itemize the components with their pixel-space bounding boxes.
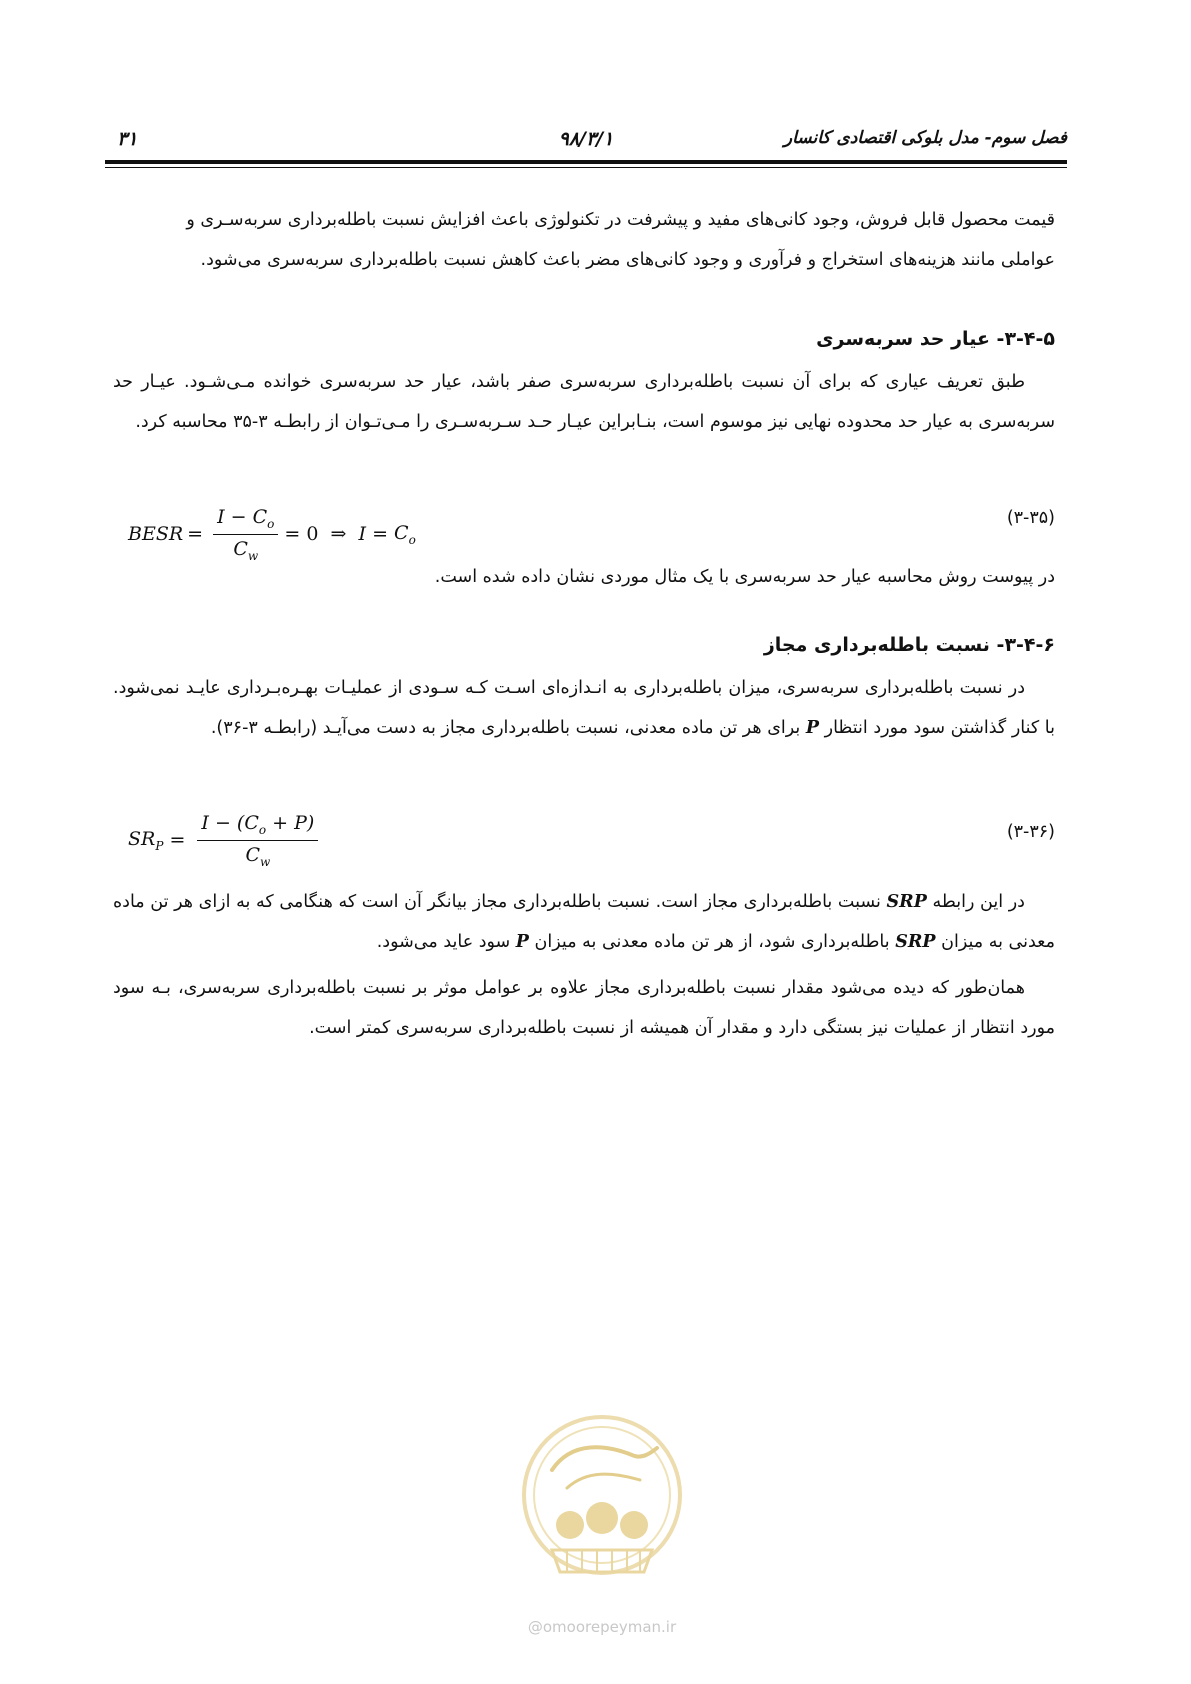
eq-result-c: $C_o$ (394, 521, 416, 547)
symbol-srp: SRP (886, 892, 927, 912)
equation-number-3-36: (۳-۳۶) (1006, 822, 1055, 842)
header-date: ۹۸/۳/۱ (558, 128, 614, 150)
equation-3-36: $SR_P$ = $\frac{I - (C_o + P)}{C_w}$ (128, 812, 324, 869)
equation-3-35: BESR = $\frac{I - C_o}{C_w}$ = 0 ⇒ I = $C_o$ (128, 506, 416, 563)
eq-denominator: $C_w$ (233, 537, 259, 563)
conclusion-paragraph: همان‌طور که دیده می‌شود مقدار نسبت باطله‌برداری مجاز علاوه بر عوامل موثر بر نسبت باطله‌برداری سربه‌سری، بـه سود مورد انتظار از عملیات نیز بستگی دارد و مقدار آن همیشه از نسبت باطله‌برداری سربه‌سری کمتر است. (113, 978, 1055, 1038)
section6-paragraph: در نسبت باطله‌برداری سربه‌سری، میزان باطله‌برداری به انـدازه‌ای اسـت کـه سـودی از عملیـات بهـره‌بـرداری عایـد نمی‌شود. با کنار گذاشتن سود مورد انتظار P برای هر تن ماده معدنی، نسبت باطله‌برداری مجاز به دست می‌آیـد (رابطـه ۳-۳۶). (113, 678, 1055, 738)
intro-line-2: عواملی مانند هزینه‌های استخراج و فرآوری و وجود کانی‌های مضر باعث کاهش نسبت باطله‌برداری سربه‌سری می‌شود. (200, 250, 1055, 270)
eq-srp: $SR_P$ (128, 827, 164, 853)
page-number: ۳۱ (117, 128, 138, 150)
symbol-srp-2: SRP (895, 932, 936, 952)
chapter-title: فصل سوم- مدل بلوکی اقتصادی کانسار (783, 128, 1067, 148)
eq2-numerator: $I - (C_o + P)$ (197, 812, 318, 841)
website-watermark (512, 1618, 692, 1636)
eq2-fraction (197, 812, 318, 869)
eq2-denominator: $C_w$ (245, 843, 271, 869)
at-icon: @ (527, 1618, 543, 1636)
appendix-note: در پیوست روش محاسبه عیار حد سربه‌سری با یک مثال موردی نشان داده شده است. (434, 567, 1055, 587)
eq-implies: = 0 ⇒ (284, 523, 359, 546)
eq-besr: BESR (128, 523, 184, 546)
intro-line-1: قیمت محصول قابل فروش، وجود کانی‌های مفید و پیشرفت در تکنولوژی باعث افزایش نسبت باطله‌برداری سربه‌سـری و (186, 210, 1055, 230)
intro-paragraph (113, 200, 1055, 280)
definition-paragraph: در این رابطه SRP نسبت باطله‌برداری مجاز است. نسبت باطله‌برداری مجاز بیانگر آن است که هنگامی که به ازای هر تن ماده معدنی به میزان SRP باطله‌برداری شود، از هر تن ماده معدنی به میزان P سود عاید می‌شود. (113, 892, 1055, 952)
symbol-p: P (805, 718, 820, 738)
section-heading-3-4-5: ۳-۴-۵- عیار حد سربه‌سری (816, 328, 1055, 350)
header-rule-thin (105, 167, 1067, 168)
seal-watermark-icon (512, 1400, 692, 1600)
eq-result-i: I (358, 523, 367, 546)
symbol-p-2: P (515, 932, 529, 952)
section-heading-3-4-6: ۳-۴-۶- نسبت باطله‌برداری مجاز (763, 634, 1055, 656)
eq-fraction (213, 506, 278, 563)
page-header (105, 128, 1067, 156)
website-text: omoorepeyman.ir (542, 1618, 677, 1636)
equation-number-3-35: (۳-۳۵) (1006, 508, 1055, 528)
header-rule-thick (105, 160, 1067, 164)
section5-paragraph: طبق تعریف عیاری که برای آن نسبت باطله‌برداری سربه‌سری صفر باشد، عیار حد سربه‌سری خوانده مـی‌شـود. عیـار حد سربه‌سری به عیار حد محدوده نهایی نیز موسوم است، بنـابراین عیـار حـد سـربه‌سـری را مـی‌تـوان از رابطـه ۳-۳۵ محاسبه کرد. (113, 372, 1055, 432)
eq-equals: = (187, 523, 204, 546)
eq-numerator: $I - C_o$ (213, 506, 278, 535)
